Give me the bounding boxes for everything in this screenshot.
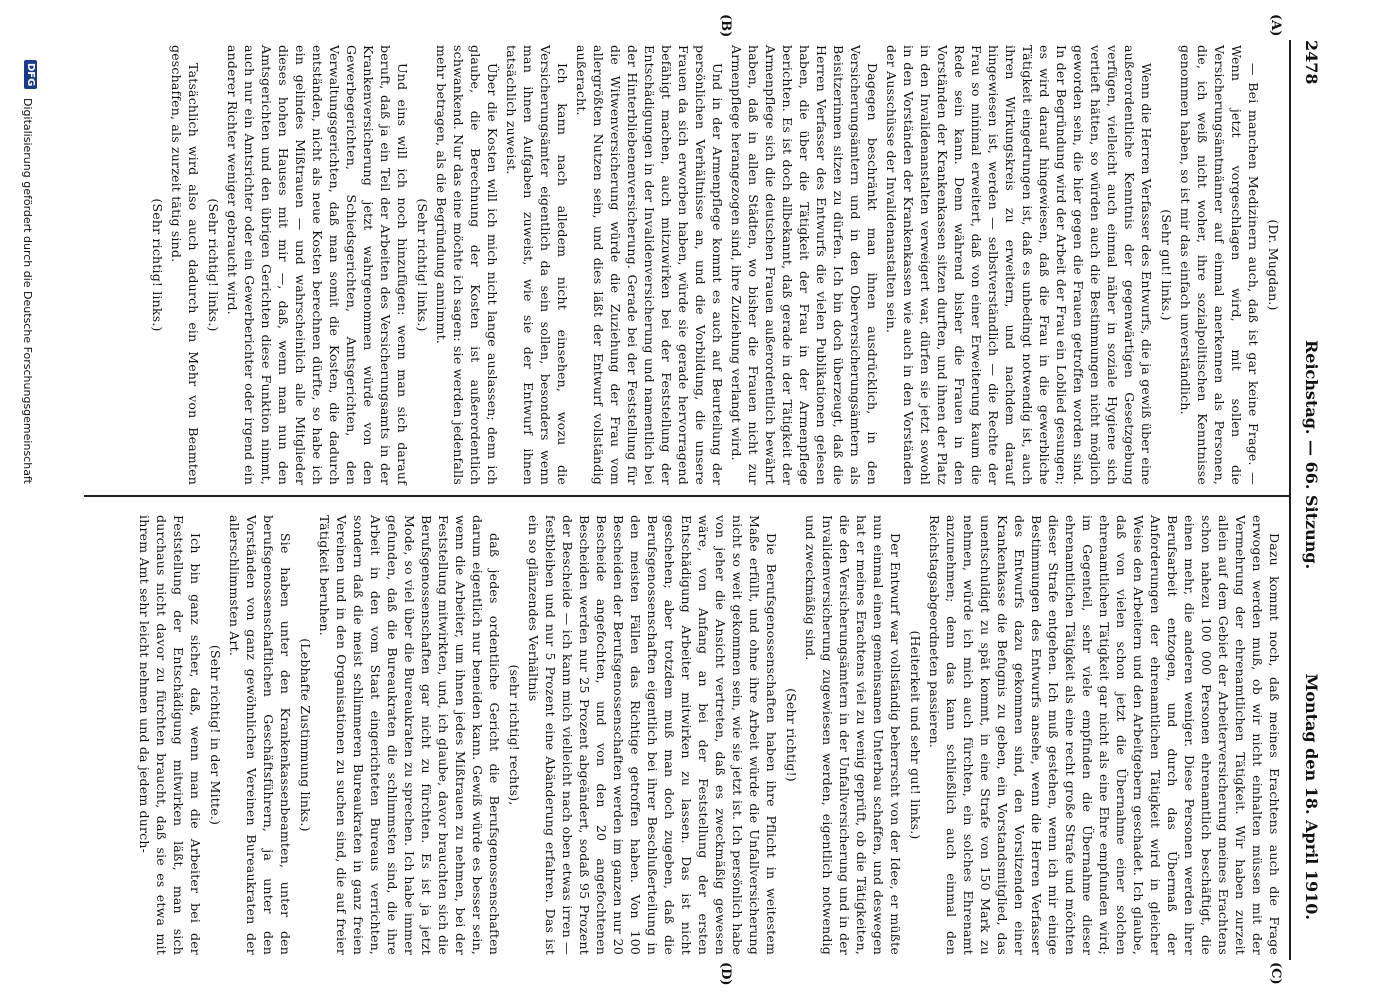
interjection: (Sehr gut! links.) [1159,209,1174,321]
margin-mark-a: (A) [1268,14,1283,37]
paragraph: Über die Kosten will ich mich nicht lange auslassen; denn ich glaube, die Berechnung der Kosten ist außerordentlich schwankend. Nur das eine möchte ich sagen: sie werden jedenfalls mehr betragen, als die Begründung annimmt. [434,45,500,485]
interjection: (Sehr richtig! in der Mitte.) [208,644,223,826]
header-date: Montag den 18. April 1910. [1302,673,1321,920]
column-divider [84,495,1289,497]
paragraph: — Bei manchen Medizinern auch, daß ist gar keine Frage. — Wenn jetzt vorgeschlagen wird, mit sollen die Versicherungsämtmänner auf einmal anerkennen als Personen, die, ich weiß nicht woher, ihre sozialpolitischen Kenntnisse genommen haben, so ist mir das einfach unverständlich. [1178,45,1261,485]
page-header [1293,40,1321,960]
header-title: Reichstag. — 66. Sitzung. [1302,340,1321,570]
right-column [134,515,1283,955]
paragraph: Wenn die Herren Verfasser des Entwurfs, die ja gewiß über eine außerordentliche Kenntnis der gegenwärtigen Gesetzgebung verfügen, vielleicht auch einmal näher in soziale Hygiene sich vertieft hätten, so würden auch die Bestimmungen nicht möglich geworden sein, die hier gegen die Frauen getroffen worden sind. In der Begründung wird der Arbeit der Frau ein Loblied gesungen; es wird darauf hingewiesen, daß die Frau in die gewerbliche Tätigkeit eingedrungen ist, daß es unbedingt notwendig ist, auch ihren Wirkungskreis zu erweitern, und nachdem darauf hingewiesen ist, werden — selbstverständlich — die Rechte der Frau so minimal erweitert, daß von einer Erweiterung kaum die Rede sein kann. Denn während bisher die Frauen in den Vorständen der Krankenkassen sitzen durften, und ihnen der Platz in den Invalidenanstalten verweigert war, dürfen sie jetzt sowohl in den Vorständen der Krankenkassen wie auch in den Vorständen der Ausschüsse der Invalidenanstalten sein. [884,45,1154,485]
interjection: (Sehr richtig! links.) [206,198,221,332]
paragraph: Der Entwurf war vollständig beherrscht von der Idee, er müßte nun einmal einen gemeinsamen Unterbau schaffen, und deswegen hat er meines Erachtens viel zu wenig geprüft, ob die Tätigkeiten, die den Versicherungsämtern in der Unfallversicherung und in der Invalidenversicherung zugewiesen werden, eigentlich notwendig und zweckmäßig sind. [803,515,903,955]
interjection: (sehr richtig! rechts), [507,664,522,806]
paragraph: Und in der Armenpflege kommt es auch auf Beurteilung der persönlichen Verhältnisse an, und die Vorbildung, die unsere Frauen da sich erworben haben, würde sie gerade hervorragend befähigt machen, auch mitzuwirken bei der Feststellung der Entschädigungen in der Invalidenversicherung und namentlich bei der Hinterbliebenenversicherung. Gerade bei der Feststellung für die Witwenversicherung würde die Zuziehung der Frau vom allergrößten Nutzen sein, und dies läßt der Entwurf vollständig außeracht. [574,45,725,485]
page-number: 2478 [1302,40,1321,85]
interjection: (Lebhafte Zustimmung links.) [298,638,313,832]
paragraph: Tatsächlich wird also auch dadurch ein Mehr von Beamten geschaffen, als zurzeit tätig sind. [169,45,201,485]
footer-note [15,60,37,960]
paragraph: Ich bin ganz sicher, daß, wenn man die Arbeiter bei der Feststellung der Entschädigung mitwirken läßt, man sich durchaus nicht davor zu fürchten braucht, daß sie es etwa mit ihrem Amt sehr leicht nehmen und da jedem durch- [137,515,203,955]
margin-mark-b: (B) [718,14,733,38]
dfg-logo: DFG [24,60,37,89]
paragraph: Dazu kommt noch, daß meines Erachtens auch die Frage erwogen werden muß, ob wir nicht einhalten müssen mit der Vermehrung der ehrenamtlichen Tätigkeit. Wir haben zurzeit allein auf dem Gebiet der Arbeiterversicherung meines Erachtens schon nahezu 100 000 Personen ehrenamtlich beschäftigt, die einen mehr, die anderen weniger. Diese Personen werden ihrer Berufsarbeit entzogen, und durch das Übermaß der Anforderungen der ehrenamtlichen Tätigkeit wird in gleicher Weise den Arbeitern und den Arbeitgebern geschadet. Ich glaube, daß von vielen schon jetzt die Übernahme einer solchen ehrenamtlichen Tätigkeit gar nicht als eine Ehre empfunden wird; im Gegenteil, sehr viele empfinden die Übernahme dieser ehrenamtlichen Tätigkeit als eine recht große Strafe und möchten dieser Strafe entgehen. Ich muß gestehen, wenn ich mir einige Bestimmungen des Entwurfs ansehe, wenn die Herren Verfasser des Entwurfs dazu gekommen sind, den Vorsitzenden einer Krankenkasse die Befugnis zu geben, ein Vorstandsmitglied, das unentschuldigt zu spät kommt, in eine Strafe von 150 Mark zu nehmen, würde ich mich auch fürchten, ein solches Ehrenamt anzunehmen; denn das kann schließlich auch einmal den Reichstagsabgeordneten passieren. [927,515,1282,955]
header-rule [1289,40,1291,960]
interjection: (Sehr richtig! links.) [415,198,430,332]
left-column [146,45,1283,485]
paragraph: Die Berufsgenossenschaften haben ihre Pflicht in weitestem Maße erfüllt, und ohne ihre Arbeit würde die Unfallversicherung nicht so weit gekommen sein, wie sie jetzt ist. Ich persönlich habe von jeher die Ansicht vertreten, daß es zweckmäßig gewesen wäre, von Anfang an bei der Feststellung der ersten Entschädigung Arbeiter mitwirken zu lassen. Das ist nicht geschehen; aber trotzdem muß man doch zugeben, daß die Berufsgenossenschaften eigentlich bei ihrer Beschlußerteilung in den meisten Fällen das Richtige getroffen haben. Von 100 Bescheiden der Berufsgenossenschaften werden im ganzen nur 20 Bescheide angefochten, und von den 20 angefochtenen Bescheiden werden nur 25 Prozent abgeändert, sodaß 95 Prozent der Bescheide — ich kann mich vielleicht nach oben etwas irren — festbleiben und nur 5 Prozent eine Abänderung erfahren. Das ist ein so glänzendes Verhältnis [526,515,779,955]
interjection: (Sehr richtig!) [784,688,799,782]
paragraph: Ich kann nach alledem nicht einsehen, wozu die Versicherungsämter eigentlich da sein sollen, besonders wenn man ihnen Aufgaben zuweist, wie sie der Entwurf ihnen tatsächlich zuweist. [504,45,570,485]
interjection: (Dr. Mugdan.) [1266,219,1281,311]
margin-mark-d: (D) [718,962,733,986]
margin-mark-c: (C) [1268,962,1283,985]
paragraph: daß jedes ordentliche Gericht die Berufsgenossenschaften darum eigentlich nur beneiden kann. Gewiß würde es besser sein, wenn die Arbeiter, um ihnen jedes Mißtrauen zu nehmen, bei der Feststellung mitwirkten, und, ich glaube, davor brauchten sich die Berufsgenossenschaften gar nicht zu fürchten. Es ist ja jetzt Mode, so viel über die Bureaukraten zu sprechen. Ich habe immer gefunden, daß die Bureaukraten die schlimmsten sind, die ihre Arbeit in den vom Staat eingerichteten Bureaus verrichten, sondern daß die meist schlimmeren Bureaukraten in ganz freien Vereinen und in den Organisationen zu suchen sind, die auf freier Tätigkeit beruhen. [317,515,502,955]
paragraph: Und eins will ich noch hinzufügen: wenn man sich darauf beruft, daß ja ein Teil der Arbeiten des Versicherungsamts in der Krankenversicherung jetzt wahrgenommen würde von den Gewerbegerichten, Schiedsgerichten, Amtsgerichten, den Verwaltungsgerichten, daß man somit die Kosten, die dadurch entständen, nicht als neue Kosten berechnen dürfte, so habe ich ein gelindes Mißtrauen — und wahrscheinlich alle Mitglieder dieses hohen Hauses mit mir —, daß, wenn man nun den Amtsgerichten und den übrigen Gerichten diese Funktion nimmt, auch nur ein Amtsrichter oder ein Gewerberichter oder irgend ein anderer Richter weniger gebraucht wird. [225,45,410,485]
interjection: (Heiterkeit und sehr gut! links.) [908,630,923,840]
footer-text: Digitalisierung gefördert durch die Deutsche Forschungsgemeinschaft [21,98,34,484]
paragraph: Sie haben unter den Krankenkassenbeamten, unter den berufsgenossenschaftlichen Geschäftsführern, ja unter den Vorständen von ganz gewöhnlichen Vereinen Bureaukraten der allerschlimmsten Art. [227,515,293,955]
paragraph: Dagegen beschränkt man ihnen ausdrücklich, in den Versicherungsämtern und in den Oberversicherungsämtern als Beisitzerinnen sitzen zu dürfen. Ich bin doch überzeugt, daß die Herren Verfasser des Entwurfs die vielen Publikationen gelesen haben, die über die Tätigkeit der Frau in der Armenpflege berichten. Es ist doch allbekannt, daß gerade in der Tätigkeit der Armenpflege sich die deutschen Frauen außerordentlich bewährt haben, daß in allen Städten, wo bisher die Frauen nicht zur Armenpflege herangezogen sind, ihre Zuziehung verlangt wird. [729,45,880,485]
interjection: (Sehr richtig! links.) [150,198,165,332]
